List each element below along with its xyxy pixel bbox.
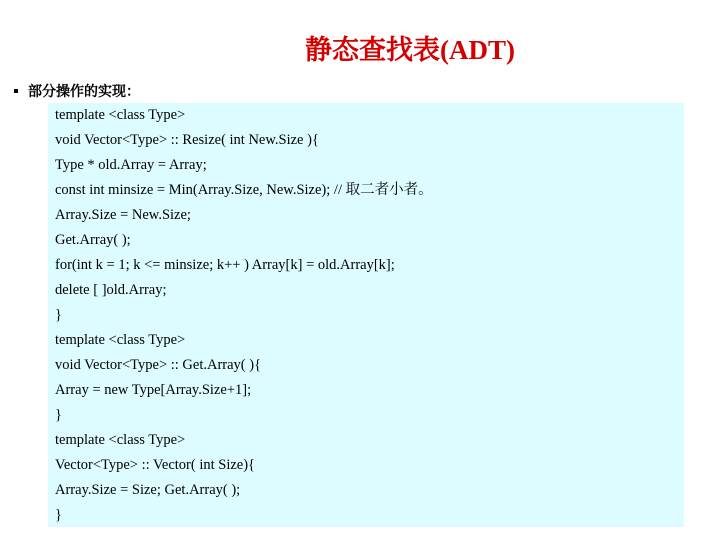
- code-line: const int minsize = Min(Array.Size, New.Size); // 取二者小者。: [55, 182, 433, 198]
- code-line: Array.Size = New.Size;: [55, 207, 191, 223]
- code-line: void Vector<Type> :: Resize( int New.Size ){: [55, 132, 319, 148]
- code-block: [48, 103, 684, 527]
- code-line: template <class Type>: [55, 432, 186, 448]
- code-line: void Vector<Type> :: Get.Array( ){: [55, 357, 262, 373]
- code-line: }: [55, 307, 62, 323]
- code-line: Vector<Type> :: Vector( int Size){: [55, 457, 256, 473]
- code-line: }: [55, 507, 62, 523]
- code-line: for(int k = 1; k <= minsize; k++ ) Array[k] = old.Array[k];: [55, 257, 395, 273]
- slide-title: 静态查找表(ADT): [305, 35, 515, 65]
- code-line: Array = new Type[Array.Size+1];: [55, 382, 252, 398]
- code-line: Array.Size = Size; Get.Array( );: [55, 482, 241, 498]
- code-line: template <class Type>: [55, 332, 186, 348]
- bullet-label: 部分操作的实现：: [28, 83, 140, 99]
- code-line: template <class Type>: [55, 107, 186, 123]
- code-line: Type * old.Array = Array;: [55, 157, 207, 173]
- bullet-icon: [14, 89, 18, 93]
- bullet-item: [14, 80, 140, 102]
- code-line: delete [ ]old.Array;: [55, 282, 167, 298]
- code-line: }: [55, 407, 62, 423]
- code-line: Get.Array( );: [55, 232, 131, 248]
